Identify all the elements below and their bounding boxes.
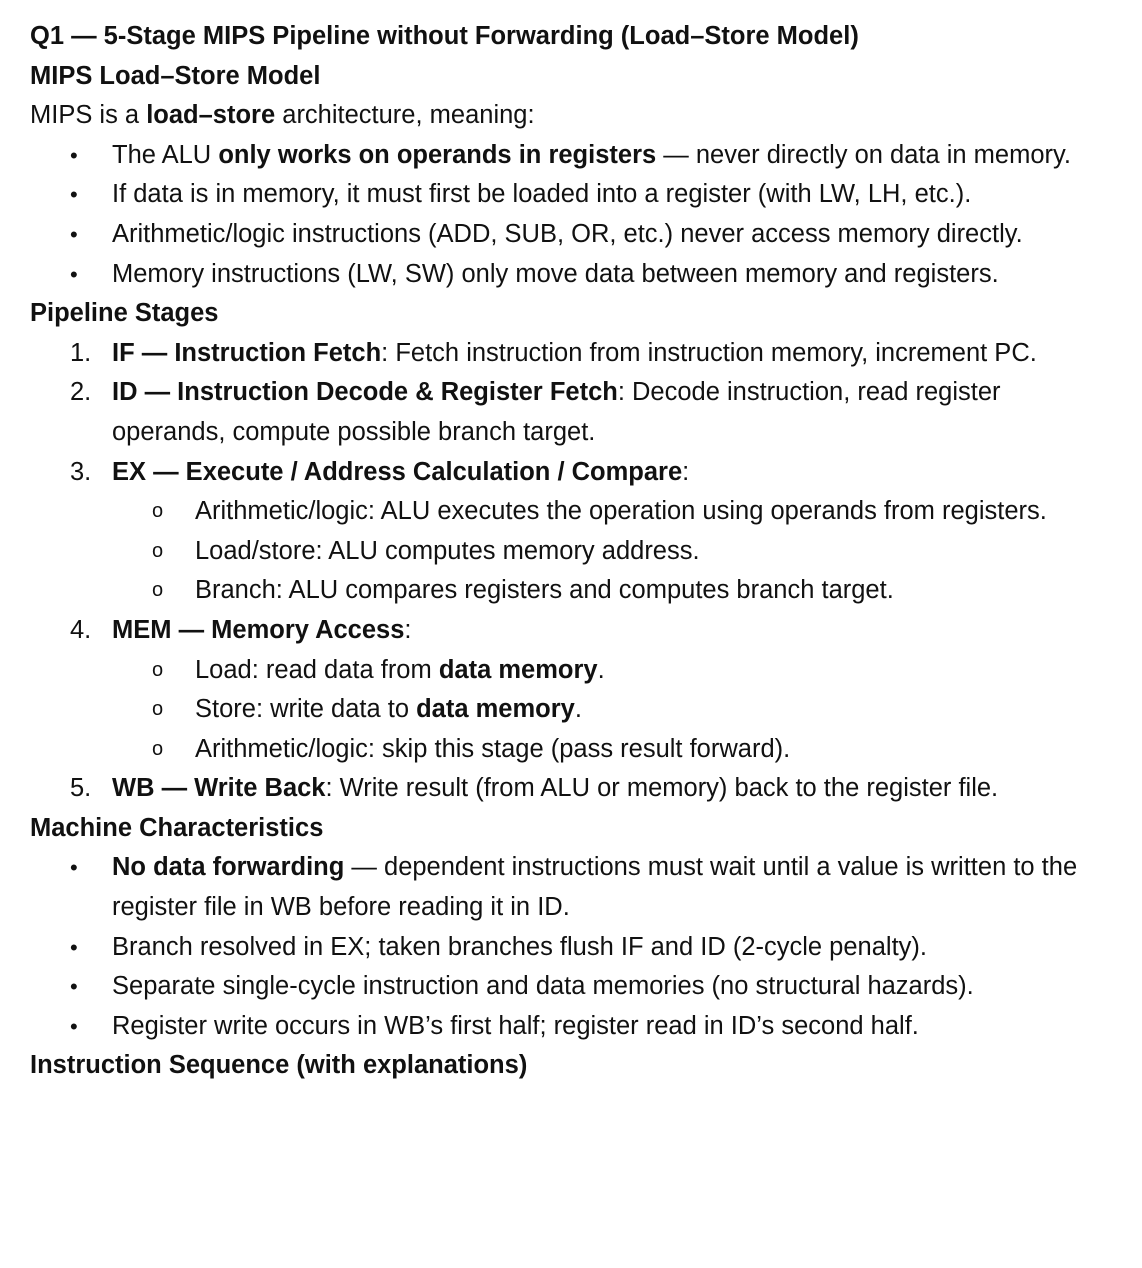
- pipeline-stage-item: [30, 334, 1120, 374]
- text-run: architecture, meaning:: [275, 101, 535, 130]
- pipeline-stage-item: [30, 611, 1120, 651]
- list-item: [30, 492, 1120, 532]
- list-marker: 3.: [70, 457, 92, 486]
- list-marker: 1.: [70, 338, 92, 367]
- text-run: Arithmetic/logic: ALU executes the operation using operands from registers.: [195, 497, 1047, 526]
- bold-text: ID — Instruction Decode & Register Fetch: [112, 378, 618, 407]
- list-marker: 2.: [70, 378, 92, 407]
- text-run: Arithmetic/logic: skip this stage (pass result forward).: [195, 734, 791, 763]
- list-item: [30, 730, 1120, 770]
- list-marker: •: [70, 934, 78, 960]
- bold-text: MEM — Memory Access: [112, 615, 405, 644]
- bold-text: EX — Execute / Address Calculation / Compare: [112, 457, 683, 486]
- list-item: [30, 532, 1120, 572]
- bold-text: IF — Instruction Fetch: [112, 338, 382, 367]
- text-run: :: [404, 615, 412, 644]
- text-run: — dependent instructions must wait until a value is written to the register file in WB before reading it in ID.: [112, 853, 1078, 922]
- text-run: Load/store: ALU computes memory address.: [195, 536, 700, 565]
- list-marker: o: [152, 579, 164, 602]
- text-run: .: [597, 655, 605, 684]
- text-run: Register write occurs in WB’s first half; register read in ID’s second half.: [112, 1011, 919, 1040]
- stage-sub-bullets: [30, 651, 1120, 770]
- list-item: [30, 967, 1120, 1007]
- list-marker: o: [152, 658, 164, 681]
- text-run: — never directly on data in memory.: [656, 140, 1071, 169]
- text-run: : Write result (from ALU or memory) back to the register file.: [325, 774, 999, 803]
- heading-instruction-sequence: Instruction Sequence (with explanations): [30, 1051, 528, 1080]
- list-marker: o: [152, 539, 164, 562]
- list-marker: 5.: [70, 774, 92, 803]
- text-run: Branch: ALU compares registers and computes branch target.: [195, 576, 894, 605]
- text-run: : Fetch instruction from instruction memory, increment PC.: [381, 338, 1037, 367]
- list-marker: •: [70, 221, 78, 247]
- pipeline-stage-item: [30, 769, 1120, 809]
- document: [30, 17, 1120, 1086]
- list-marker: •: [70, 1013, 78, 1039]
- machine-characteristics-bullets: [30, 848, 1120, 1046]
- text-run: The ALU: [112, 140, 219, 169]
- list-marker: •: [70, 974, 78, 1000]
- load-store-bullets: [30, 136, 1120, 294]
- text-run: Arithmetic/logic instructions (ADD, SUB, OR, etc.) never access memory directly.: [112, 219, 1023, 248]
- list-marker: 4.: [70, 615, 92, 644]
- bold-text: data memory: [438, 655, 598, 684]
- intro-paragraph: [30, 96, 1120, 136]
- list-item: [30, 175, 1120, 215]
- list-marker: o: [152, 737, 164, 760]
- list-marker: o: [152, 500, 164, 523]
- list-item: [30, 571, 1120, 611]
- list-marker: •: [70, 142, 78, 168]
- list-item: [30, 1007, 1120, 1047]
- list-item: [30, 690, 1120, 730]
- list-item: [30, 136, 1120, 176]
- text-run: Memory instructions (LW, SW) only move data between memory and registers.: [112, 259, 999, 288]
- list-marker: •: [70, 261, 78, 287]
- list-item: [30, 651, 1120, 691]
- text-run: Store: write data to: [195, 695, 417, 724]
- heading-pipeline-stages: Pipeline Stages: [30, 299, 219, 328]
- bold-text: only works on operands in registers: [218, 140, 657, 169]
- heading-load-store-model: MIPS Load–Store Model: [30, 61, 321, 90]
- bold-text: WB — Write Back: [112, 774, 326, 803]
- document-title: Q1 — 5-Stage MIPS Pipeline without Forwarding (Load–Store Model): [30, 22, 859, 50]
- pipeline-stages-list: [30, 334, 1120, 809]
- text-run: Branch resolved in EX; taken branches flush IF and ID (2-cycle penalty).: [112, 932, 927, 961]
- text-run: If data is in memory, it must first be loaded into a register (with LW, LH, etc.).: [112, 180, 972, 209]
- list-marker: •: [70, 182, 78, 208]
- text-run: MIPS is a: [30, 101, 147, 130]
- list-marker: o: [152, 698, 164, 721]
- bold-text: No data forwarding: [112, 853, 345, 882]
- bold-text: data memory: [416, 695, 575, 724]
- list-item: [30, 215, 1120, 255]
- heading-machine-characteristics: Machine Characteristics: [30, 813, 324, 842]
- list-item: [30, 848, 1120, 927]
- pipeline-stage-item: [30, 373, 1120, 452]
- text-run: .: [574, 695, 582, 724]
- stage-sub-bullets: [30, 492, 1120, 611]
- text-run: :: [682, 457, 690, 486]
- list-item: [30, 255, 1120, 295]
- text-run: Load: read data from: [195, 655, 439, 684]
- list-item: [30, 928, 1120, 968]
- pipeline-stage-item: [30, 453, 1120, 493]
- bold-text: load–store: [146, 101, 276, 130]
- text-run: : Decode instruction, read register operands, compute possible branch target.: [112, 378, 1001, 446]
- text-run: Separate single-cycle instruction and data memories (no structural hazards).: [112, 972, 974, 1001]
- list-marker: •: [70, 855, 78, 881]
